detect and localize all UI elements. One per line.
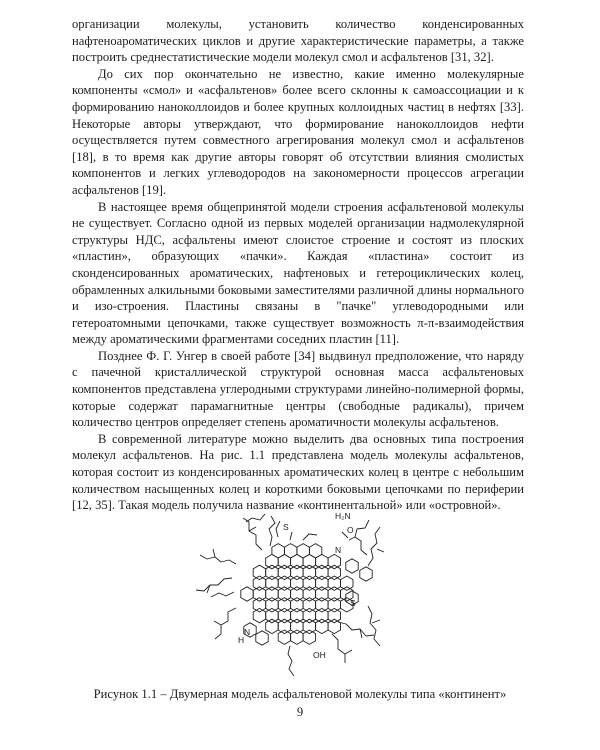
aromatic-ring: [241, 587, 253, 601]
alkyl-chain: [288, 646, 294, 676]
alkyl-chain: [368, 527, 384, 566]
aromatic-ring: [303, 587, 316, 601]
paragraph-2: До сих пор окончательно не известно, какие именно молекулярные компоненты «смол» и «асфальтенов» более всего склонны к самоассоциации и к формированию наноколлоидов и более крупных коллоидных частиц в нефтях [33]. Некоторые авторы утверждают, что формирование наноколлоидов нефти осуществляется путем совместного агрегирования молекул смол и асфальтенов [18], в то время как другие авторы говорят об отсутствии влияния смолистых компонентов и легких углеводородов на закономерности процессов агрегации асфальтенов [19].: [72, 66, 524, 197]
alkyl-chain: [368, 606, 380, 646]
pyrrole-n-label: N: [244, 627, 251, 637]
amide-h2n-label: H₂N: [335, 511, 351, 521]
aromatic-ring: [303, 565, 316, 579]
aromatic-ring: [291, 587, 304, 601]
aromatic-ring: [328, 608, 340, 622]
aromatic-ring: [303, 554, 316, 568]
aromatic-ring: [303, 630, 316, 644]
aromatic-ring: [266, 598, 279, 612]
aromatic-ring: [253, 565, 266, 579]
aromatic-ring: [278, 576, 290, 590]
aromatic-ring: [328, 554, 340, 568]
aromatic-ring: [303, 598, 316, 612]
aromatic-ring: [316, 576, 329, 590]
aromatic-ring: [316, 608, 329, 622]
aromatic-ring: [341, 576, 354, 590]
peripheral-ring: [346, 559, 358, 573]
aromatic-ring: [266, 608, 279, 622]
aromatic-ring: [291, 630, 304, 644]
aromatic-ring: [328, 565, 340, 579]
aromatic-ring: [316, 587, 329, 601]
peripheral-ring: [360, 567, 372, 581]
peripheral-ring: [256, 631, 268, 645]
aromatic-ring: [291, 565, 304, 579]
aromatic-ring: [303, 576, 316, 590]
alkyl-chain: [243, 518, 262, 550]
pyrrole-h-label: H: [238, 635, 245, 645]
aromatic-ring: [253, 576, 266, 590]
aromatic-ring: [278, 554, 290, 568]
amide-oxygen-label: O: [347, 525, 354, 535]
aromatic-ring: [278, 630, 290, 644]
alkyl-chain: [332, 634, 352, 663]
alkyl-chain: [196, 578, 232, 593]
aromatic-ring: [316, 554, 329, 568]
alkyl-chain: [200, 549, 236, 564]
aromatic-ring: [316, 598, 329, 612]
alkyl-side-chains: [196, 514, 384, 676]
aromatic-ring: [328, 598, 340, 612]
aromatic-ring: [291, 576, 304, 590]
paragraph-5: В современной литературе можно выделить два основных типа построения молекул асфальтенов. На рис. 1.1 представлена модель молекулы асфальтенов, которая состоит из конденсированных ароматических колец в центре с небольшим количеством насыщенных колец и короткими боковыми цепочками по периферии [12, 35]. Такая модель получила название «континентальной» или «островной».: [72, 431, 524, 513]
aromatic-ring: [266, 565, 279, 579]
aromatic-ring: [253, 587, 266, 601]
aromatic-ring: [278, 619, 290, 633]
alkyl-chain: [338, 622, 374, 638]
aromatic-ring: [266, 619, 279, 633]
paragraph-4: Позднее Ф. Г. Унгер в своей работе [34] выдвинул предположение, что наряду с пачечной кристаллической структурой основная масса асфальтеновых компонентов представлена углеродными структурами линейно-полимерной формы, которые содержат парамагнитные центры (свободные радикалы), причем количество центров определяет степень ароматичности молекулы асфальтенов.: [72, 348, 524, 430]
aromatic-ring: [291, 598, 304, 612]
aromatic-ring: [303, 619, 316, 633]
aromatic-ring: [278, 598, 290, 612]
alkyl-chain: [211, 592, 234, 597]
sulfur-atom-label-right: S: [350, 598, 356, 608]
paragraph-3: В настоящее время общепринятой модели строения асфальтеновой молекулы не существует. Согласно одной из первых моделей организации надмолекулярной структуры НДС, асфальтены имеют слоистое строение и состоят из плоских «пластин», образующих «пачки». Каждая «пластина» состоит из сконденсированных ароматических, нафтеновых и гетероциклических колец, обрамленных алкильными боковыми заместителями различной длины нормального и изо-строения. Пластины связаны в "пачке" углеводородными или гетероатомными цепочками, также существует возможность π-π-взаимодействия между ароматическими фрагментами соседних пластин [11].: [72, 199, 524, 347]
paragraph-1: организации молекулы, установить количество конденсированных нафтеноароматических циклов и другие характеристические параметры, а также построить среднестатистические модели молекул смол и асфальтенов [31, 32].: [72, 17, 524, 65]
aromatic-ring: [303, 608, 316, 622]
aromatic-ring: [291, 608, 304, 622]
figure-caption: Рисунок 1.1 – Двумерная модель асфальтеновой молекулы типа «континент»: [93, 687, 507, 701]
page-number: 9: [296, 705, 304, 719]
aromatic-ring: [328, 587, 340, 601]
aromatic-ring: [253, 598, 266, 612]
aromatic-ring: [266, 576, 279, 590]
aromatic-ring: [278, 587, 290, 601]
aromatic-ring: [328, 576, 340, 590]
asphaltene-molecule-drawing: [0, 506, 600, 682]
aromatic-ring: [266, 554, 279, 568]
hydroxyl-label: OH: [313, 650, 326, 660]
aromatic-ring: [253, 608, 266, 622]
molecule-figure: [0, 506, 600, 682]
body-text: [72, 16, 524, 514]
aromatic-ring: [328, 619, 340, 633]
alkyl-chain: [290, 532, 292, 540]
aromatic-ring: [291, 554, 304, 568]
aromatic-ring: [278, 565, 290, 579]
alkyl-chain: [214, 608, 236, 639]
aromatic-ring: [316, 565, 329, 579]
alkyl-chain: [269, 516, 280, 546]
aromatic-ring: [278, 608, 290, 622]
nitrogen-atom-label: N: [335, 545, 342, 555]
aromatic-ring: [291, 619, 304, 633]
aromatic-ring: [266, 587, 279, 601]
sulfur-atom-label-top: S: [283, 522, 289, 532]
alkyl-chain: [246, 514, 317, 540]
aromatic-ring: [316, 619, 329, 633]
